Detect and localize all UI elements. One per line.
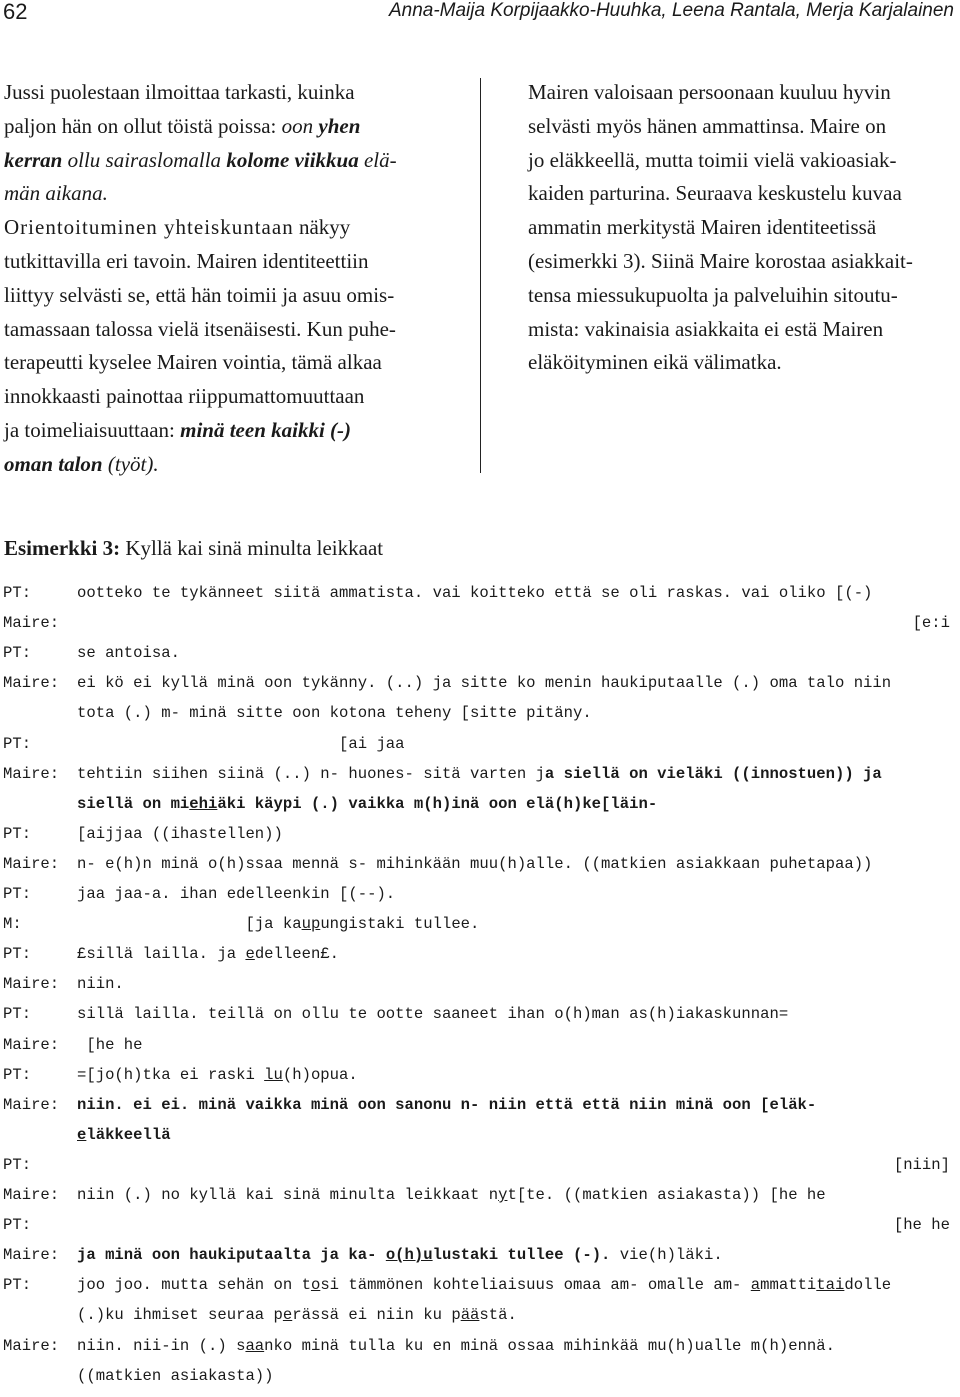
- text-segment: oon: [281, 113, 319, 138]
- text-segment: kerran: [4, 147, 63, 172]
- text-segment: n- e(h)n minä o(h)ssaa mennä s- mihinkään muu(h)alle. ((matkien asiakkaan puhetapaa)): [77, 854, 873, 873]
- text-segment: o: [310, 1276, 321, 1295]
- text-segment: paljon hän on ollut töistä poissa:: [4, 113, 282, 138]
- utterance: [77, 915, 479, 933]
- utterance: [894, 1156, 950, 1174]
- text-segment: e: [245, 945, 255, 964]
- text-segment: liittyy selvästi se, että hän toimii ja asuu omis-: [4, 282, 395, 307]
- speaker-label: PT:: [3, 1276, 32, 1295]
- text-segment: ja minä oon haukiputaalta ja ka-: [77, 1246, 386, 1265]
- text-line: [528, 313, 956, 347]
- text-segment: e: [282, 1306, 293, 1325]
- utterance: [77, 1367, 274, 1385]
- text-line: [4, 177, 434, 211]
- text-segment: tai: [816, 1276, 845, 1295]
- text-line: [528, 279, 956, 313]
- text-segment: ootteko te tykänneet siitä ammatista. vai koitteko että se oli raskas. vai oliko [(-): [77, 584, 873, 602]
- speaker-label: PT:: [3, 584, 32, 602]
- text-line: [4, 245, 434, 279]
- text-line: [528, 76, 956, 110]
- speaker-label: Maire:: [3, 1336, 60, 1355]
- running-head-authors: Anna-Maija Korpijaakko-Huuhka, Leena Rantala, Merja Karjalainen: [388, 0, 954, 21]
- text-segment: delleen£.: [254, 945, 340, 964]
- text-segment: si tämmönen kohteliaisuus omaa am- omalle am-: [320, 1276, 751, 1295]
- speaker-label: Maire:: [3, 1095, 60, 1114]
- text-line: [4, 313, 434, 347]
- utterance: [77, 795, 657, 813]
- text-line: [528, 144, 956, 178]
- utterance: [77, 855, 872, 873]
- text-segment: y: [498, 1186, 508, 1204]
- speaker-label: Maire:: [3, 764, 60, 783]
- utterance: [894, 1216, 950, 1234]
- text-segment: tamassaan talossa vielä itsenäisesti. Kun puhe-: [4, 316, 396, 341]
- utterance: [77, 885, 395, 903]
- speaker-label: PT:: [3, 1155, 32, 1174]
- utterance: [77, 1186, 826, 1204]
- utterance: [77, 704, 592, 722]
- text-segment: (h)opua.: [282, 1065, 358, 1084]
- transcript-line: [3, 735, 958, 765]
- text-segment: t[te. ((matkien asiakasta)) [he he: [507, 1186, 826, 1204]
- text-segment: män aikana.: [4, 181, 108, 206]
- column-divider: [480, 78, 481, 473]
- transcript-line: [3, 1276, 958, 1306]
- text-segment: se antoisa.: [77, 644, 180, 663]
- utterance: [77, 1246, 723, 1264]
- text-segment: tota (.) m- minä sitte oon kotona teheny [sitte pitäny.: [77, 704, 592, 723]
- text-segment: jo eläkkeellä, mutta toimii vielä vakioasiak-: [528, 147, 897, 172]
- transcript-line: [3, 704, 958, 734]
- utterance: [77, 1036, 143, 1054]
- text-segment: ungistaki tullee.: [320, 915, 480, 934]
- left-column-text: [4, 76, 434, 482]
- text-segment: [ja ka: [77, 915, 302, 934]
- transcript-line: [3, 1337, 958, 1367]
- utterance: [77, 1337, 835, 1355]
- text-segment: aa: [245, 1336, 265, 1355]
- text-segment: innokkaasti painottaa riippumattomuuttaan: [4, 384, 365, 409]
- text-line: [4, 448, 434, 482]
- speaker-label: PT:: [3, 945, 32, 964]
- transcript-line: [3, 584, 958, 614]
- utterance: [77, 975, 124, 993]
- example-label: Esimerkki 3:: [4, 536, 121, 560]
- text-segment: =[jo(h)tka ei raski: [77, 1065, 265, 1084]
- speaker-label: PT:: [3, 644, 32, 663]
- text-segment: niin.: [77, 975, 124, 994]
- page-number: 62: [3, 0, 28, 24]
- text-segment: tutkittavilla eri tavoin. Mairen identiteettiin: [4, 248, 369, 273]
- text-line: [528, 110, 956, 144]
- utterance: [77, 674, 891, 692]
- text-segment: up: [301, 915, 321, 934]
- text-segment: [e:i: [912, 614, 950, 633]
- transcript-line: [3, 1096, 958, 1126]
- text-segment: o(h)u: [385, 1246, 433, 1265]
- transcript-line: [3, 674, 958, 704]
- speaker-label: PT:: [3, 1005, 32, 1024]
- text-segment: tehtiin siihen siinä (..) n- huones- sitä varten j: [77, 764, 545, 783]
- text-segment: [aijjaa ((ihastellen)): [77, 824, 283, 843]
- speaker-label: Maire:: [3, 1246, 60, 1265]
- text-segment: terapeutti kyselee Mairen vointia, tämä alkaa: [4, 350, 382, 375]
- text-segment: £sillä lailla. ja: [77, 945, 246, 964]
- example-heading: [4, 536, 383, 561]
- speaker-label: Maire:: [3, 1035, 60, 1054]
- speaker-label: PT:: [3, 885, 32, 903]
- text-line: [4, 110, 434, 144]
- text-segment: sillä lailla. teillä on ollu te ootte saaneet ihan o(h)man as(h)iakaskunnan=: [77, 1005, 789, 1024]
- text-segment: lu: [264, 1065, 283, 1084]
- speaker-label: M:: [3, 915, 22, 934]
- transcript-line: [3, 1367, 958, 1397]
- utterance: [77, 945, 339, 963]
- text-segment: yhen: [318, 113, 361, 138]
- text-line: [528, 211, 956, 245]
- text-segment: oman talon: [4, 451, 103, 476]
- text-segment: kaiden parturina. Seuraava keskustelu kuvaa: [528, 181, 902, 206]
- utterance: [77, 1096, 816, 1114]
- transcript-line: [3, 1005, 958, 1035]
- speaker-label: PT:: [3, 824, 32, 843]
- text-segment: minä teen kaikki (-): [180, 417, 352, 442]
- transcript-line: [3, 1126, 958, 1156]
- text-segment: joo joo. mutta sehän on t: [77, 1276, 311, 1295]
- utterance: [77, 735, 405, 753]
- utterance: [77, 825, 283, 843]
- utterance: [77, 1306, 517, 1324]
- transcript-line: [3, 795, 958, 825]
- transcript-line: [3, 1306, 958, 1336]
- text-segment: Orientoituminen yhteiskuntaan: [4, 215, 294, 240]
- speaker-label: PT:: [3, 1216, 32, 1235]
- utterance: [77, 1126, 171, 1144]
- text-segment: läkkeellä: [86, 1125, 171, 1144]
- transcript-line: [3, 614, 958, 644]
- text-segment: (työt).: [102, 451, 159, 476]
- transcript-line: [3, 765, 958, 795]
- transcript-line: [3, 855, 958, 885]
- transcript-line: [3, 945, 958, 975]
- text-segment: mmatti: [760, 1276, 817, 1295]
- text-segment: selvästi myös hänen ammattinsa. Maire on: [528, 113, 887, 138]
- text-line: [4, 414, 434, 448]
- text-segment: tensa miessukupuolta ja palveluihin sitoutu-: [528, 282, 898, 307]
- speaker-label: PT:: [3, 1065, 32, 1084]
- text-segment: rässä ei niin ku p: [292, 1306, 461, 1325]
- text-segment: jaa jaa-a. ihan edelleenkin [(--).: [77, 885, 396, 903]
- text-segment: [niin]: [893, 1155, 950, 1174]
- speaker-label: PT:: [3, 734, 32, 753]
- text-segment: (esimerkki 3). Siinä Maire korostaa asiakkait-: [528, 248, 913, 273]
- text-segment: siellä on mi: [77, 794, 190, 813]
- text-segment: niin. ei ei. minä vaikka minä oon sanonu n- niin että että niin minä oon [eläk-: [77, 1095, 817, 1114]
- transcript-line: [3, 1216, 958, 1246]
- transcript-line: [3, 885, 958, 915]
- text-segment: [he he: [77, 1035, 143, 1054]
- text-line: [4, 279, 434, 313]
- text-segment: ((matkien asiakasta)): [77, 1366, 274, 1385]
- transcript-line: [3, 644, 958, 674]
- text-segment: elä-: [358, 147, 397, 172]
- transcript-line: [3, 1246, 958, 1276]
- example-title: Kyllä kai sinä minulta leikkaat: [125, 536, 384, 560]
- text-segment: Mairen valoisaan persoonaan kuuluu hyvin: [528, 80, 891, 104]
- text-line: [4, 211, 434, 245]
- transcript-line: [3, 825, 958, 855]
- text-segment: niin. nii-in (.) s: [77, 1336, 246, 1355]
- text-segment: lustaki tullee (-).: [432, 1246, 611, 1265]
- utterance: [913, 614, 950, 632]
- text-line: [4, 346, 434, 380]
- text-segment: äki käypi (.) vaikka m(h)inä oon elä(h)ke[läin-: [217, 794, 658, 813]
- text-segment: dolle: [844, 1276, 892, 1295]
- text-segment: a siellä on vieläki ((innostuen)) ja: [544, 764, 882, 783]
- utterance: [77, 644, 180, 662]
- utterance: [77, 1276, 891, 1294]
- text-segment: ammatin merkitystä Mairen identiteetissä: [528, 215, 877, 240]
- text-segment: kolome viikkua: [226, 147, 359, 172]
- text-segment: niin (.) no kyllä kai sinä minulta leikkaat n: [77, 1186, 499, 1204]
- text-line: [4, 380, 434, 414]
- speaker-label: Maire:: [3, 674, 60, 693]
- text-segment: ei kö ei kyllä minä oon tykänny. (..) ja sitte ko menin haukiputaalle (.) oma talo niin: [77, 674, 892, 693]
- text-line: [528, 346, 956, 380]
- text-segment: nko minä tulla ku en minä ossaa mihinkää mu(h)ualle m(h)ennä.: [264, 1336, 835, 1355]
- speaker-label: Maire:: [3, 854, 60, 873]
- speaker-label: Maire:: [3, 975, 60, 994]
- speaker-label: Maire:: [3, 1186, 60, 1204]
- text-segment: eläköityminen eikä välimatka.: [528, 350, 782, 375]
- utterance: [77, 1066, 358, 1084]
- text-segment: ja toimeliaisuuttaan:: [4, 417, 181, 442]
- speaker-label: Maire:: [3, 614, 60, 633]
- transcript-line: [3, 1186, 958, 1216]
- transcript-line: [3, 1066, 958, 1096]
- transcript-line: [3, 915, 958, 945]
- text-segment: vie(h)läki.: [610, 1246, 723, 1265]
- text-segment: ää: [460, 1306, 480, 1325]
- transcript-line: [3, 1036, 958, 1066]
- text-segment: stä.: [479, 1306, 517, 1325]
- text-segment: Jussi puolestaan ilmoittaa tarkasti, kuinka: [4, 80, 355, 104]
- text-line: [528, 177, 956, 211]
- text-segment: e: [77, 1125, 87, 1144]
- text-segment: ollu sairaslomalla: [62, 147, 227, 172]
- text-segment: (.)ku ihmiset seuraa p: [77, 1306, 283, 1325]
- utterance: [77, 1005, 788, 1023]
- text-line: [4, 144, 434, 178]
- right-column-text: [528, 76, 956, 380]
- transcript-line: [3, 975, 958, 1005]
- text-segment: ehi: [189, 794, 218, 813]
- text-segment: näkyy: [293, 215, 351, 240]
- text-segment: [he he: [893, 1216, 950, 1235]
- text-segment: mista: vakinaisia asiakkaita ei estä Mairen: [528, 316, 884, 341]
- text-segment: [ai jaa: [77, 734, 405, 753]
- page-header: [0, 0, 960, 30]
- utterance: [77, 584, 872, 602]
- text-line: [4, 76, 434, 110]
- utterance: [77, 765, 882, 783]
- transcript-line: [3, 1156, 958, 1186]
- text-segment: a: [750, 1276, 761, 1295]
- text-line: [528, 245, 956, 279]
